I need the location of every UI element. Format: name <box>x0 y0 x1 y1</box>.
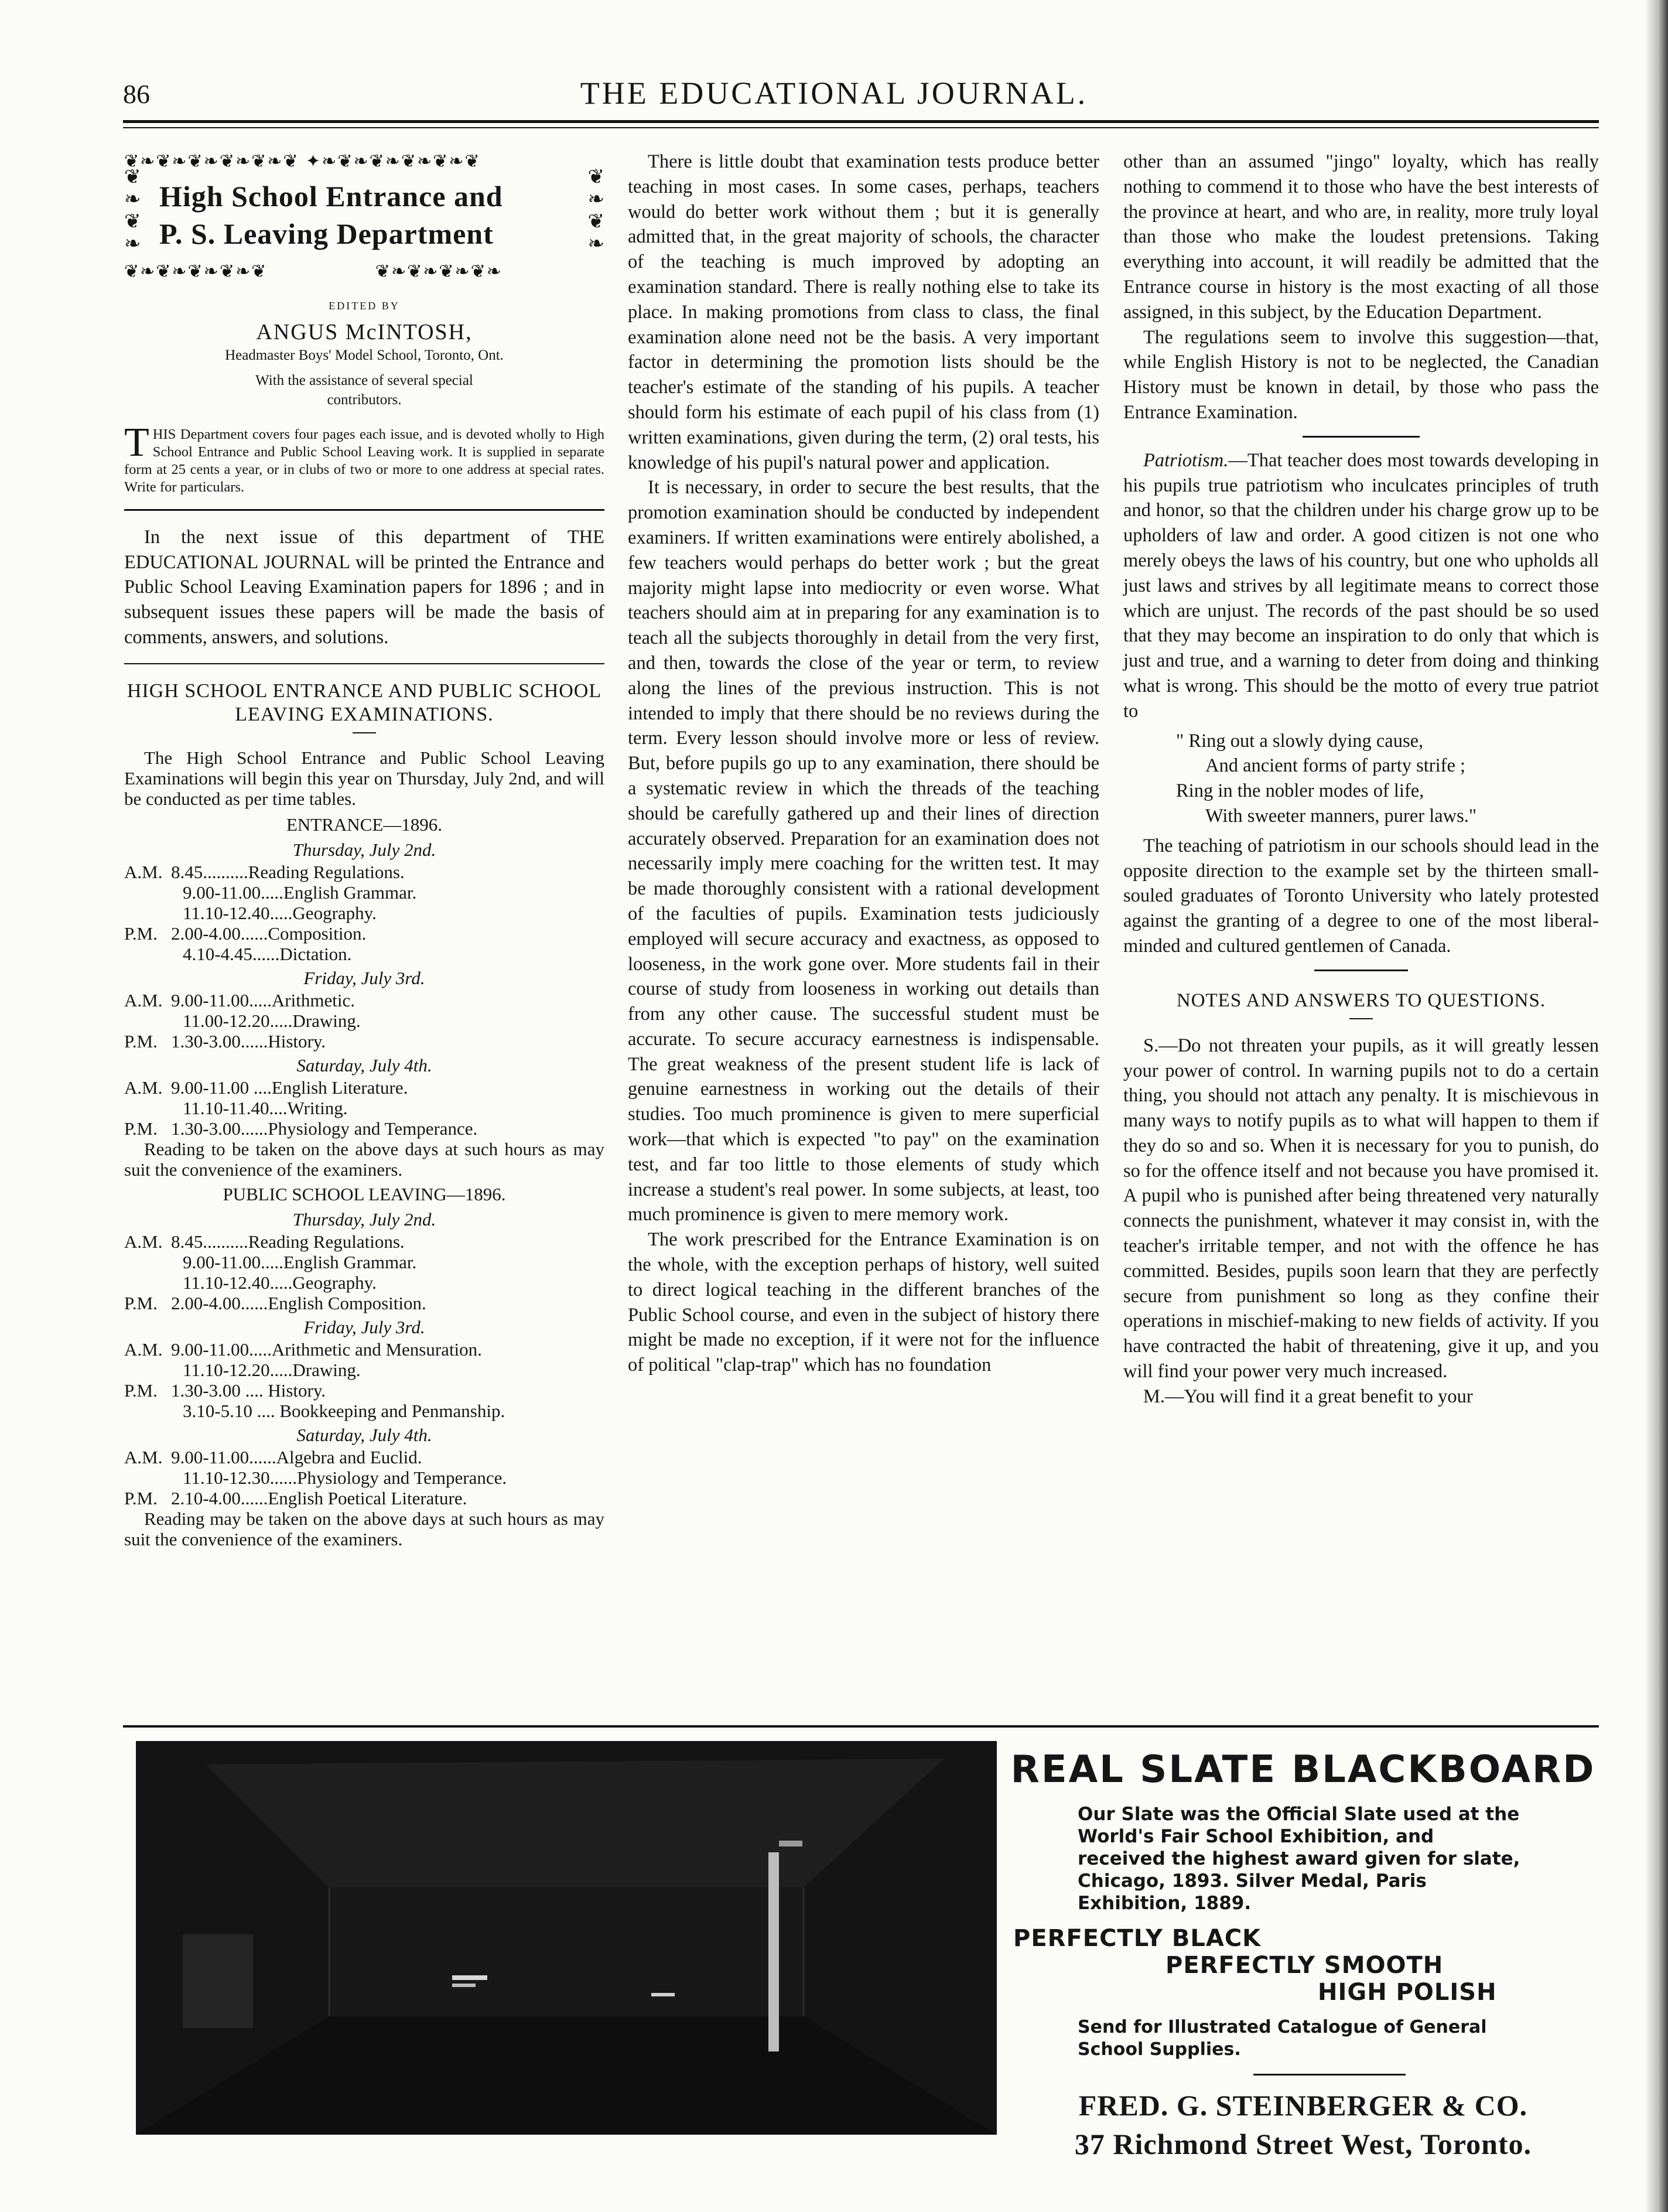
notice-divider <box>124 509 604 511</box>
timetable-ampm <box>124 1360 171 1380</box>
timetable-entry: 3.10-5.10 .... Bookkeeping and Penmanship. <box>183 1400 505 1421</box>
timetable-ampm: A.M. <box>124 1077 163 1098</box>
patriotism-text: —That teacher does most towards developing in his pupils true patriotism who inculcates principles of truth and honor, so that the children under his charge grow up to be upholders of law and order. A good citizen is not one who merely obeys the laws of his country, but one who upholds all just laws and strives by all legitimate means to correct those which are unjust. The records of the past should be so used that they may become an inspiration to do only that which is just and true, and a warning to deter from doing and thinking what is wrong. This should be the motto of every true patriot to <box>1123 449 1599 722</box>
timetable-ampm <box>124 1252 171 1272</box>
timetable-row <box>124 1467 604 1488</box>
timetable-ampm: P.M. <box>124 923 158 944</box>
page-edge-shadow <box>1645 0 1668 2212</box>
timetable-entry: 11.10-11.40....Writing. <box>183 1097 348 1118</box>
timetable-row <box>124 862 604 882</box>
timetable-row <box>124 1380 604 1401</box>
timetable-row <box>124 1293 604 1313</box>
edited-by-label: EDITED BY <box>329 300 400 312</box>
timetable-ampm <box>124 1401 171 1421</box>
timetable-ampm: A.M. <box>124 1231 163 1252</box>
notes-heading-rule <box>1349 1018 1373 1019</box>
timetable-row <box>124 1098 604 1118</box>
timetable-entry: 2.10-4.00......English Poetical Literature. <box>171 1487 467 1508</box>
notes-divider <box>1314 970 1408 971</box>
timetable-entry: 2.00-4.00......Composition. <box>171 923 367 944</box>
header-rule-thin <box>123 127 1599 128</box>
patriotism-divider <box>1303 436 1420 438</box>
poem-line: And ancient forms of party strife ; <box>1205 755 1466 777</box>
timetable-day: Thursday, July 2nd. <box>292 839 436 860</box>
ad-line-polish: HIGH POLISH <box>1318 1979 1497 2006</box>
department-title-line2: P. S. Leaving Department <box>159 217 494 250</box>
timetable-day: Saturday, July 4th. <box>296 1054 432 1076</box>
advert-top-rule <box>123 1725 1599 1728</box>
leaving-title: PUBLIC SCHOOL LEAVING—1896. <box>223 1183 506 1204</box>
timetable-ampm: P.M. <box>124 1292 158 1313</box>
poem <box>1123 729 1599 829</box>
timetable-entry: 9.00-11.00 ....English Literature. <box>171 1077 408 1098</box>
timetable-entry: 2.00-4.00......English Composition. <box>171 1292 426 1313</box>
timetable-ampm <box>124 944 171 964</box>
timetable-ampm: P.M. <box>124 1118 158 1139</box>
leaving-note: Reading may be taken on the above days at such hours as may suit the convenience of the examiners. <box>124 1508 604 1549</box>
timetable-entry: 8.45..........Reading Regulations. <box>171 1231 405 1252</box>
ad-title: REAL SLATE BLACKBOARD <box>1010 1748 1596 1791</box>
notes-m: M.—You will find it a great benefit to your <box>1143 1385 1473 1407</box>
timetable-entry: 11.00-12.20.....Drawing. <box>183 1010 361 1031</box>
header-rule-thick <box>123 120 1599 123</box>
timetable-entry: 8.45..........Reading Regulations. <box>171 861 405 882</box>
column-3 <box>1123 149 1599 1409</box>
col2-paragraph-1: There is little doubt that examination tests produce better teaching in most cases. In some cases, perhaps, teachers would do better work without them ; but it is generally admitted that, in the great majority of schools, the character of the teaching is much improved by adopting an examination standard. There is really nothing else to take its place. In making promotions from class to class, the final examination alone need not be the basis. A very important factor in determining the promotion lists should be the teacher's estimate of the standing of his pupils. A teacher should form his estimate of each pupil of his class from (1) written examinations, given during the term, (2) oral tests, his knowledge of his pupil's natural power and application. <box>628 151 1099 473</box>
timetable-entry: 4.10-4.45......Dictation. <box>183 943 352 964</box>
ornament-border-left: ❦ ❧ ❦ ❧ <box>124 165 141 255</box>
timetable-ampm: A.M. <box>124 1446 163 1467</box>
timetable-ampm <box>124 1098 171 1118</box>
timetable-row <box>124 903 604 923</box>
timetable-ampm: A.M. <box>124 989 163 1011</box>
department-notice <box>124 419 604 509</box>
entrance-title: ENTRANCE—1896. <box>286 814 443 835</box>
timetable-row <box>124 1011 604 1031</box>
timetable-row <box>124 990 604 1011</box>
ornament-border-right: ❦ ❧ ❦ ❧ <box>587 165 604 255</box>
entrance-timetable <box>124 839 604 1139</box>
classroom-photograph <box>136 1741 997 2135</box>
patriotism-after: The teaching of patriotism in our schools should lead in the opposite direction to the example set by the thirteen small-souled graduates of Toronto University who lately protested against the granting of a degree to one of the most liberal-minded and cultured gentlemen of Canada. <box>1123 835 1599 957</box>
col2-paragraph-2: It is necessary, in order to secure the best results, that the promotion examination should be conducted by independent examiners. If written examinations were entirely abolished, a few teachers would perhaps do better work ; but the great majority might lapse into mediocrity or even worse. What teachers should aim at in preparing for any examination is to teach all the subjects thoroughly in detail from the very first, and then, towards the close of the year or term, to review along the lines of the previous instruction. This is not intended to imply that there should be no reviews during the term. Every lesson should involve more or less of review. But, before pupils go up to any examination, there should be a systematic review in which the threads of the teaching should be carefully gathered up and their lines of direction accurately observed. Preparation for an examination does not necessarily imply mere coaching for the written test. It may be made thoroughly consistent with a rational development of the faculties of pupils. Examination tests judiciously employed will secure accuracy and exactness, as opposed to looseness, in the work gone over. More students fail in their course of study from looseness in working out details than from any other cause. The successful student must be accurate. To secure accuracy earnestness is indispensable. The great weakness of the present student life is lack of genuine earnestness in working out the details of their studies. Too much prominence is given to mere superficial work—that which is expected "to pay" on the examination test, and far too little to those elements of study which increase a student's real power. In some subjects, at least, too much prominence is given to mere memory work. <box>628 477 1099 1226</box>
ad-firm: FRED. G. STEINBERGER & CO. <box>1078 2089 1528 2122</box>
department-title-line1: High School Entrance and <box>159 180 503 213</box>
timetable-row <box>124 923 604 944</box>
timetable-entry: 9.00-11.00.....English Grammar. <box>183 1251 417 1272</box>
poem-line: " Ring out a slowly dying cause, <box>1176 730 1424 752</box>
journal-title: THE EDUCATIONAL JOURNAL. <box>580 76 1088 111</box>
editor-name: ANGUS McINTOSH, <box>256 319 473 344</box>
timetable-entry: 9.00-11.00.....English Grammar. <box>183 882 417 903</box>
timetable-ampm <box>124 903 171 923</box>
timetable-ampm: P.M. <box>124 1487 158 1508</box>
timetable-ampm <box>124 1467 171 1488</box>
timetable-row <box>124 1339 604 1360</box>
timetable-ampm: A.M. <box>124 861 163 882</box>
editor-assistance: With the assistance of several special contributors. <box>255 372 473 408</box>
timetable-ampm <box>124 1272 171 1293</box>
timetable-row <box>124 1077 604 1098</box>
timetable-ampm <box>124 882 171 903</box>
department-box <box>124 149 604 290</box>
timetable-day: Friday, July 3rd. <box>303 967 425 988</box>
intro-divider <box>124 663 604 664</box>
timetable-row <box>124 1231 604 1252</box>
timetable-entry: 9.00-11.00......Algebra and Euclid. <box>171 1446 422 1467</box>
timetable-row <box>124 1447 604 1467</box>
col3-regulations: The regulations seem to involve this suggestion—that, while English History is not to be neglected, the Canadian History must be known in detail, by those who pass the Entrance Examination. <box>1123 326 1599 423</box>
timetable-row <box>124 1118 604 1139</box>
leaving-timetable <box>124 1209 604 1508</box>
timetable-row <box>124 1031 604 1052</box>
timetable-ampm <box>124 1011 171 1031</box>
timetable-entry: 9.00-11.00.....Arithmetic and Mensuration. <box>171 1339 482 1360</box>
exam-heading-rule <box>353 732 376 733</box>
ad-send: Send for Illustrated Catalogue of General School Supplies. <box>1078 2017 1487 2060</box>
timetable-entry: 9.00-11.00.....Arithmetic. <box>171 989 355 1011</box>
timetable-ampm: A.M. <box>124 1339 163 1360</box>
poem-line: Ring in the nobler modes of life, <box>1176 780 1424 802</box>
timetable-entry: 1.30-3.00......History. <box>171 1030 326 1052</box>
timetable-entry: 11.10-12.20.....Drawing. <box>183 1359 361 1380</box>
poem-line: With sweeter manners, purer laws." <box>1205 805 1477 827</box>
blackboard-advertisement <box>1007 1734 1599 2161</box>
intro-paragraph: In the next issue of this department of THE EDUCATIONAL JOURNAL will be printed the Entrance and Public School Leaving Examination papers for 1896 ; and in subsequent issues these papers will be made the basis of comments, answers, and solutions. <box>124 526 604 648</box>
timetable-day: Thursday, July 2nd. <box>292 1209 436 1230</box>
timetable-row <box>124 1360 604 1380</box>
page-number: 86 <box>123 79 150 109</box>
timetable-day: Saturday, July 4th. <box>296 1424 432 1445</box>
editor-role: Headmaster Boys' Model School, Toronto, Ont. <box>225 347 504 363</box>
col3-continuation: other than an assumed "jingo" loyalty, which has really nothing to commend it to those who have the best interests of the province at heart, and who are, in reality, more truly loyal than those who make the loudest pretensions. Taking everything into account, it will readily be admitted that the Entrance course in history is the most exacting of all those assigned, in this subject, by the Education Department. <box>1123 151 1599 323</box>
timetable-row <box>124 1272 604 1293</box>
patriotism-paragraph <box>1123 448 1599 724</box>
notes-heading: NOTES AND ANSWERS TO QUESTIONS. <box>1176 989 1546 1011</box>
patriotism-label: Patriotism. <box>1143 449 1229 471</box>
timetable-row <box>124 1252 604 1272</box>
ornament-border-bottom: ❦❧❦❧❦❧❦❧❦ ❦❧❦❧❦❧❦❧ <box>124 261 503 282</box>
timetable-row <box>124 944 604 964</box>
timetable-entry: 11.10-12.40.....Geography. <box>183 1272 377 1293</box>
ad-divider <box>1253 2074 1406 2076</box>
timetable-row <box>124 1401 604 1421</box>
timetable-entry: 1.30-3.00......Physiology and Temperance. <box>171 1118 478 1139</box>
timetable-entry: 11.10-12.40.....Geography. <box>183 902 377 923</box>
ad-line-black: PERFECTLY BLACK <box>1013 1925 1262 1952</box>
entrance-note: Reading to be taken on the above days at such hours as may suit the convenience of the examiners. <box>124 1138 604 1180</box>
ornament-border-top: ❦❧❦❧❦❧❦❧❦❧❦ ✦❧❦❧❦❧❦❧❦❧❦ <box>124 151 481 172</box>
timetable-row <box>124 1488 604 1508</box>
ad-line-smooth: PERFECTLY SMOOTH <box>1165 1952 1444 1979</box>
ad-address: 37 Richmond Street West, Toronto. <box>1074 2128 1532 2160</box>
timetable-ampm: P.M. <box>124 1380 158 1401</box>
exam-heading: HIGH SCHOOL ENTRANCE AND PUBLIC SCHOOL LEAVING EXAMINATIONS. <box>127 680 602 725</box>
exam-intro: The High School Entrance and Public School Leaving Examinations will begin this year on Thursday, July 2nd, and will be conducted as per time tables. <box>124 747 604 809</box>
column-2 <box>628 149 1099 1378</box>
notes-s: S.—Do not threaten your pupils, as it will greatly lessen your power of control. In warning pupils not to do a certain thing, you should not attach any penalty. It is mischievous in many ways to notify pupils as to what will happen to them if they do so and so. When it is necessary for you to punish, do so for the offence itself and not because you have promised it. A pupil who is punished after being threatened very naturally connects the punishment, whatever it may consist in, with the teacher's irritable temper, and not with the offence he has committed. Besides, pupils soon learn that they are perfectly secure from punishment so long as they confine their operations in mischief-making to new fields of activity. If you have contracted the habit of threatening, give it up, and you will find your power very much increased. <box>1123 1035 1599 1383</box>
timetable-entry: 11.10-12.30......Physiology and Temperance. <box>183 1467 507 1488</box>
timetable-row <box>124 882 604 903</box>
timetable-ampm: P.M. <box>124 1030 158 1052</box>
drop-cap: T <box>124 419 149 465</box>
timetable-day: Friday, July 3rd. <box>303 1316 425 1337</box>
ad-body: Our Slate was the Official Slate used at the World's Fair School Exhibition, and received the highest award given for slate, Chicago, 1893. Silver Medal, Paris Exhibition, 1889. <box>1078 1804 1520 1914</box>
col2-paragraph-3: The work prescribed for the Entrance Examination is on the whole, with the exception perhaps of history, well suited to direct logical teaching in the different branches of the Public School course, and even in the subject of history there might be made no exception, if it were not for the influence of political "clap-trap" which has no foundation <box>628 1229 1099 1376</box>
column-1 <box>124 149 604 1549</box>
notice-text: HIS Department covers four pages each issue, and is devoted wholly to High School Entrance and Public School Leaving work. It is supplied in separate form at 25 cents a year, or in clubs of two or more to one address at special rates. Write for particulars. <box>124 426 604 495</box>
timetable-entry: 1.30-3.00 .... History. <box>171 1380 326 1401</box>
